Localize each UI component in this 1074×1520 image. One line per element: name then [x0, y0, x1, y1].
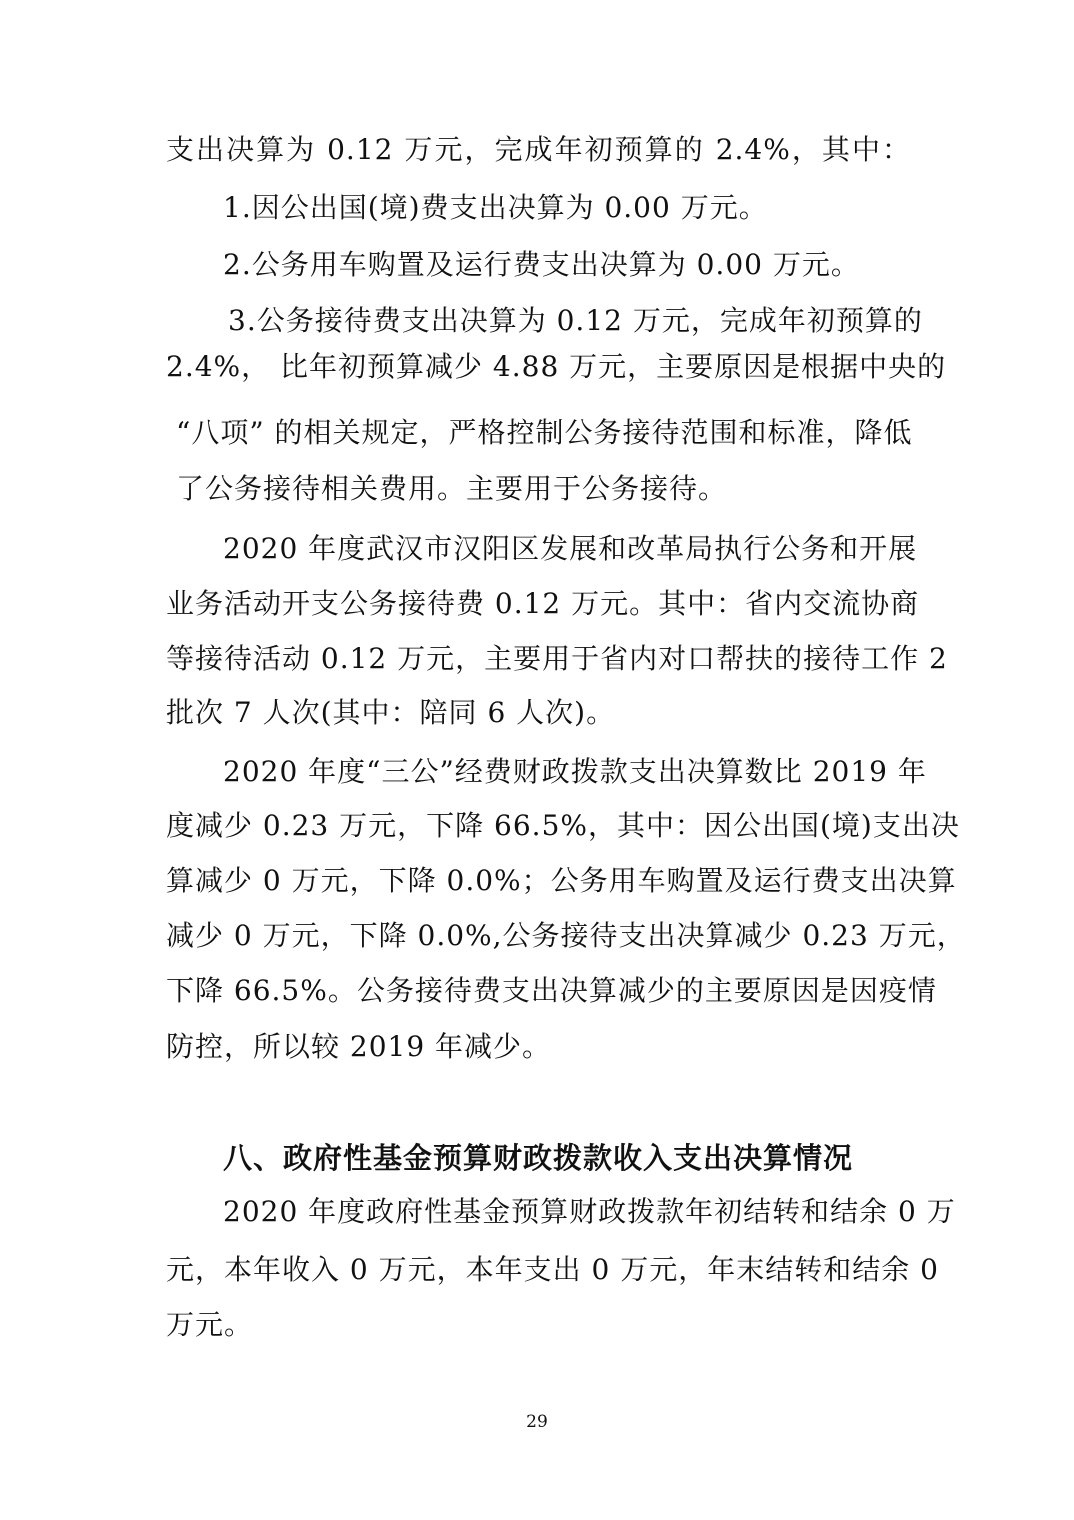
text-line: 2.公务用车购置及运行费支出决算为 0.00 万元。	[223, 248, 860, 281]
text-line: “八项” 的相关规定，严格控制公务接待范围和标准，降低	[176, 416, 913, 449]
text-line: 1.因公出国(境)费支出决算为 0.00 万元。	[223, 191, 768, 224]
text-line: 2020 年度武汉市汉阳区发展和改革局执行公务和开展	[223, 532, 918, 565]
text-line: 业务活动开支公务接待费 0.12 万元。其中：省内交流协商	[166, 587, 920, 620]
text-line: 等接待活动 0.12 万元，主要用于省内对口帮扶的接待工作 2	[166, 642, 948, 675]
text-line: 下降 66.5%。公务接待费支出决算减少的主要原因是因疫情	[166, 974, 937, 1007]
text-line: 支出决算为 0.12 万元，完成年初预算的 2.4%，其中：	[166, 133, 911, 166]
text-line: 批次 7 人次(其中：陪同 6 人次)。	[166, 696, 616, 729]
text-line: 2020 年度政府性基金预算财政拨款年初结转和结余 0 万	[223, 1195, 956, 1228]
text-line: 防控，所以较 2019 年减少。	[166, 1030, 552, 1063]
text-line: 3.公务接待费支出决算为 0.12 万元，完成年初预算的	[228, 304, 923, 337]
page-number: 29	[526, 1412, 548, 1432]
text-line: 算减少 0 万元，下降 0.0%；公务用车购置及运行费支出决算	[166, 864, 957, 897]
text-line: 减少 0 万元，下降 0.0%,公务接待支出决算减少 0.23 万元，	[166, 919, 966, 952]
text-line: 万元。	[166, 1308, 254, 1341]
text-line: 2020 年度“三公”经费财政拨款支出决算数比 2019 年	[223, 755, 927, 788]
section-heading: 八、政府性基金预算财政拨款收入支出决算情况	[223, 1141, 854, 1175]
text-line: 元，本年收入 0 万元，本年支出 0 万元，年末结转和结余 0	[166, 1253, 939, 1286]
text-line: 度减少 0.23 万元，下降 66.5%，其中：因公出国(境)支出决	[166, 809, 960, 842]
text-line: 了公务接待相关费用。主要用于公务接待。	[176, 472, 728, 505]
text-line: 2.4%， 比年初预算减少 4.88 万元，主要原因是根据中央的	[166, 350, 947, 383]
